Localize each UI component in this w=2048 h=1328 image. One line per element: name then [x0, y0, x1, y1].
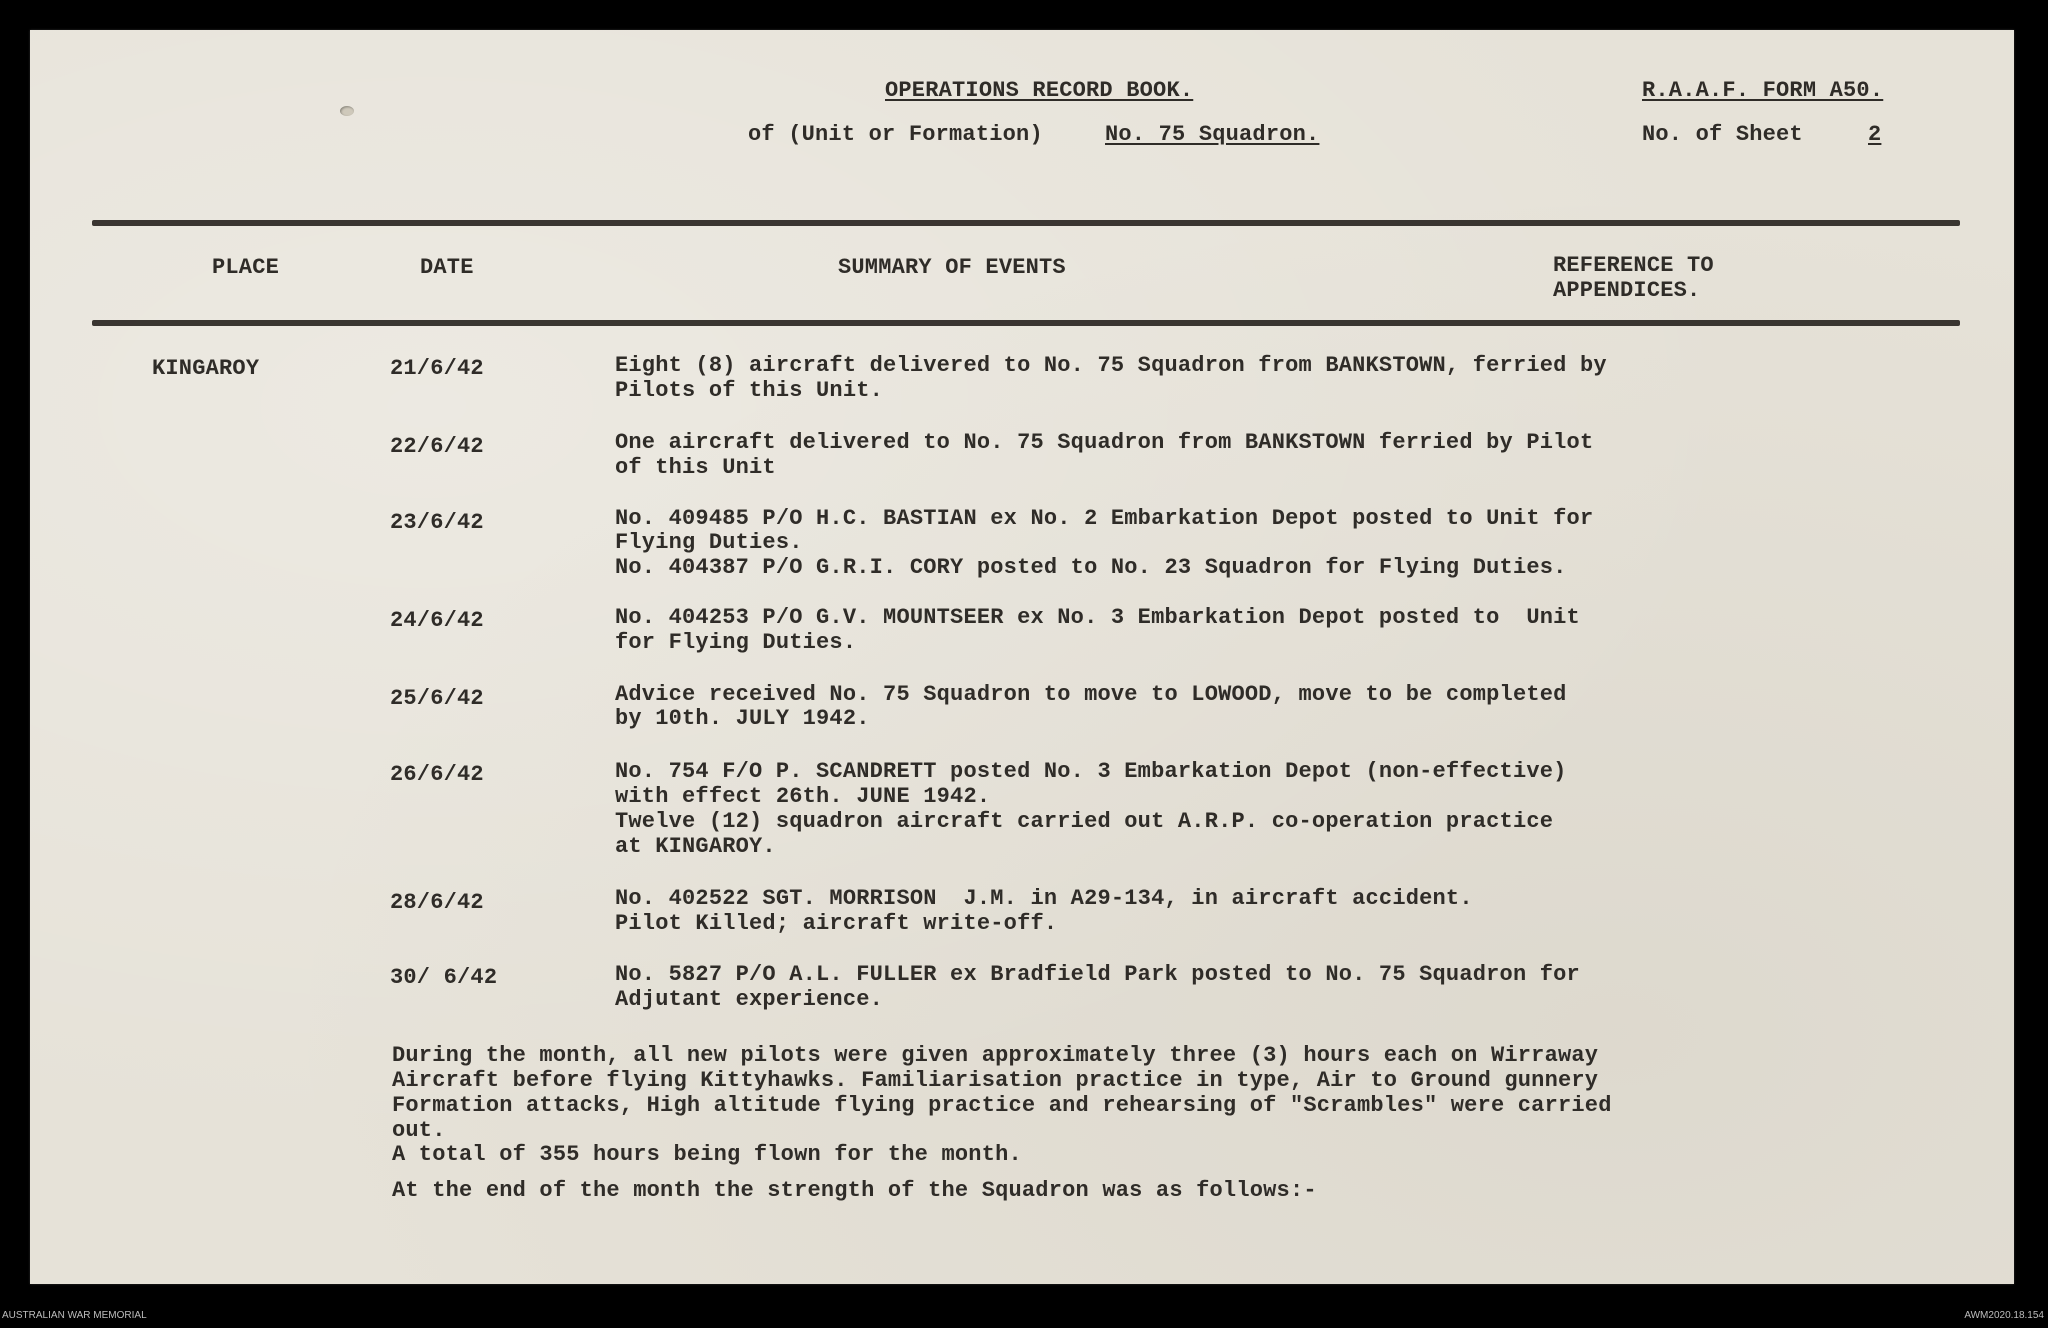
column-reference: REFERENCE TO	[1553, 253, 1714, 278]
form-id: R.A.A.F. FORM A50.	[1642, 78, 1884, 103]
column-date: DATE	[420, 255, 474, 280]
sheet-label: No. of Sheet	[1642, 122, 1803, 147]
entry-line: Adjutant experience.	[615, 987, 884, 1012]
entry-line: No. 402522 SGT. MORRISON J.M. in A29-134, in aircraft accident.	[615, 886, 1473, 911]
document-page	[30, 30, 2014, 1284]
entry-line: No. 404253 P/O G.V. MOUNTSEER ex No. 3 Embarkation Depot posted to Unit	[615, 605, 1580, 630]
archive-credit: AUSTRALIAN WAR MEMORIAL	[2, 1310, 147, 1321]
entry-line: One aircraft delivered to No. 75 Squadron from BANKSTOWN ferried by Pilot	[615, 430, 1594, 455]
entry-line: Pilots of this Unit.	[615, 378, 884, 403]
closing-line: out.	[392, 1118, 446, 1143]
place-cell: KINGAROY	[152, 356, 260, 381]
accession-number: AWM2020.18.154	[1964, 1310, 2044, 1321]
column-summary: SUMMARY OF EVENTS	[838, 255, 1066, 280]
unit-value: No. 75 Squadron.	[1105, 122, 1320, 147]
entry-date: 30/ 6/42	[390, 965, 498, 990]
closing-line: During the month, all new pilots were given approximately three (3) hours each on Wirraway	[392, 1043, 1599, 1068]
entry-line: Twelve (12) squadron aircraft carried out A.R.P. co-operation practice	[615, 809, 1554, 834]
entry-line: with effect 26th. JUNE 1942.	[615, 784, 991, 809]
entry-line: of this Unit	[615, 455, 776, 480]
entry-line: by 10th. JULY 1942.	[615, 706, 870, 731]
entry-date: 28/6/42	[390, 890, 484, 915]
column-reference-line2: APPENDICES.	[1553, 278, 1701, 303]
entry-line: Advice received No. 75 Squadron to move to LOWOOD, move to be completed	[615, 682, 1567, 707]
entry-line: No. 5827 P/O A.L. FULLER ex Bradfield Park posted to No. 75 Squadron for	[615, 962, 1580, 987]
entry-line: No. 404387 P/O G.R.I. CORY posted to No. 23 Squadron for Flying Duties.	[615, 555, 1567, 580]
entry-date: 22/6/42	[390, 434, 484, 459]
sheet-number: 2	[1868, 122, 1882, 147]
entry-line: Eight (8) aircraft delivered to No. 75 Squadron from BANKSTOWN, ferried by	[615, 353, 1607, 378]
punch-hole	[340, 106, 354, 116]
closing-line: Aircraft before flying Kittyhawks. Familiarisation practice in type, Air to Ground gunnery	[392, 1068, 1599, 1093]
closing-line: At the end of the month the strength of the Squadron was as follows:-	[392, 1178, 1317, 1203]
entry-date: 24/6/42	[390, 608, 484, 633]
entry-line: at KINGAROY.	[615, 834, 776, 859]
entry-line: for Flying Duties.	[615, 630, 857, 655]
closing-line: Formation attacks, High altitude flying practice and rehearsing of "Scrambles" were carried	[392, 1093, 1612, 1118]
entry-date: 25/6/42	[390, 686, 484, 711]
header-bottom-rule	[92, 320, 1960, 326]
entry-line: No. 409485 P/O H.C. BASTIAN ex No. 2 Embarkation Depot posted to Unit for	[615, 506, 1594, 531]
entry-date: 26/6/42	[390, 762, 484, 787]
column-place: PLACE	[212, 255, 280, 280]
closing-line: A total of 355 hours being flown for the month.	[392, 1142, 1022, 1167]
entry-date: 21/6/42	[390, 356, 484, 381]
entry-line: No. 754 F/O P. SCANDRETT posted No. 3 Embarkation Depot (non-effective)	[615, 759, 1567, 784]
entry-line: Flying Duties.	[615, 530, 803, 555]
top-rule	[92, 220, 1960, 226]
unit-label: of (Unit or Formation)	[748, 122, 1043, 147]
entry-line: Pilot Killed; aircraft write-off.	[615, 911, 1058, 936]
page-title: OPERATIONS RECORD BOOK.	[885, 78, 1194, 103]
entry-date: 23/6/42	[390, 510, 484, 535]
